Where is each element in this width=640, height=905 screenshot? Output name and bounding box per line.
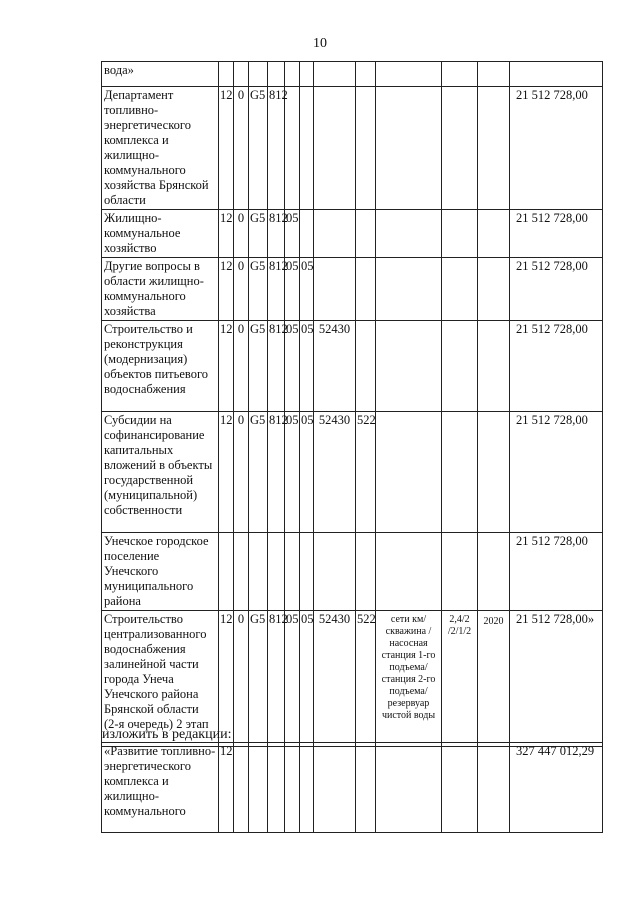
- cell-code-1: 12: [219, 743, 234, 833]
- cell-code-5: 05: [285, 210, 300, 258]
- cell-code-8: [356, 87, 376, 210]
- cell-year: [478, 321, 510, 412]
- cell-capacity: [442, 258, 478, 321]
- cell-code-6: [300, 62, 314, 87]
- cell-code-3: [249, 743, 268, 833]
- cell-code-3: G5: [249, 412, 268, 533]
- cell-name: вода»: [102, 62, 219, 87]
- cell-code-7: [314, 743, 356, 833]
- cell-code-5: 05: [285, 321, 300, 412]
- cell-name: «Развитие топливно-энергетического комплекса и жилищно-коммунального: [102, 743, 219, 833]
- cell-code-4: [268, 62, 285, 87]
- cell-code-8: 522: [356, 611, 376, 747]
- budget-table-revised: [101, 742, 603, 833]
- cell-capacity: [442, 743, 478, 833]
- cell-code-6: [300, 210, 314, 258]
- cell-name: Строительство централизованного водоснабжения залинейной части города Унеча Унечского района Брянской области (2-я очередь) 2 этап: [102, 611, 219, 747]
- cell-code-8: 522: [356, 412, 376, 533]
- table-row: [102, 412, 603, 533]
- cell-code-2: 0: [234, 87, 249, 210]
- cell-code-6: 05: [300, 611, 314, 747]
- cell-code-3: G5: [249, 258, 268, 321]
- cell-code-3: G5: [249, 321, 268, 412]
- cell-code-7: 52430: [314, 611, 356, 747]
- cell-code-8: [356, 533, 376, 611]
- cell-code-2: [234, 743, 249, 833]
- cell-object-desc: [376, 210, 442, 258]
- table-row: [102, 533, 603, 611]
- cell-code-8: [356, 321, 376, 412]
- cell-code-4: [268, 743, 285, 833]
- cell-object-desc: [376, 743, 442, 833]
- table-row: [102, 743, 603, 833]
- cell-code-4: 812: [268, 321, 285, 412]
- cell-amount: 21 512 728,00: [510, 87, 603, 210]
- cell-code-6: 05: [300, 258, 314, 321]
- cell-code-8: [356, 258, 376, 321]
- cell-code-5: 05: [285, 611, 300, 747]
- cell-code-3: G5: [249, 611, 268, 747]
- cell-code-7: [314, 533, 356, 611]
- cell-code-8: [356, 62, 376, 87]
- cell-code-6: [300, 743, 314, 833]
- cell-code-7: [314, 258, 356, 321]
- cell-year: [478, 210, 510, 258]
- cell-amount: 21 512 728,00: [510, 533, 603, 611]
- cell-code-3: G5: [249, 210, 268, 258]
- cell-name: Департамент топливно-энергетического комплекса и жилищно-коммунального хозяйства Брянской области: [102, 87, 219, 210]
- cell-code-7: [314, 210, 356, 258]
- cell-amount: [510, 62, 603, 87]
- cell-code-1: 12: [219, 611, 234, 747]
- cell-code-1: 12: [219, 87, 234, 210]
- cell-code-1: 12: [219, 210, 234, 258]
- cell-code-1: 12: [219, 258, 234, 321]
- cell-name: Другие вопросы в области жилищно-коммунального хозяйства: [102, 258, 219, 321]
- cell-code-1: [219, 533, 234, 611]
- cell-name: Унечское городское поселение Унечского муниципального района: [102, 533, 219, 611]
- cell-code-7: 52430: [314, 412, 356, 533]
- cell-object-desc: [376, 258, 442, 321]
- cell-year: [478, 62, 510, 87]
- cell-year: [478, 533, 510, 611]
- cell-code-2: [234, 62, 249, 87]
- cell-object-desc: [376, 62, 442, 87]
- cell-code-5: 05: [285, 258, 300, 321]
- cell-code-5: 05: [285, 412, 300, 533]
- cell-code-2: 0: [234, 258, 249, 321]
- cell-code-7: [314, 62, 356, 87]
- table-row: [102, 258, 603, 321]
- page-number: 10: [313, 36, 327, 51]
- cell-code-6: 05: [300, 412, 314, 533]
- cell-code-8: [356, 210, 376, 258]
- cell-amount: 21 512 728,00: [510, 321, 603, 412]
- table-row: [102, 87, 603, 210]
- cell-year: [478, 87, 510, 210]
- cell-code-5: [285, 743, 300, 833]
- cell-name: Жилищно-коммунальное хозяйство: [102, 210, 219, 258]
- cell-object-desc: [376, 87, 442, 210]
- cell-code-7: 52430: [314, 321, 356, 412]
- cell-code-2: 0: [234, 611, 249, 747]
- cell-code-4: 812: [268, 87, 285, 210]
- cell-object-desc: [376, 412, 442, 533]
- cell-capacity: 2,4/2 /2/1/2: [442, 611, 478, 747]
- cell-code-5: [285, 87, 300, 210]
- cell-code-3: [249, 62, 268, 87]
- cell-capacity: [442, 87, 478, 210]
- cell-code-4: [268, 533, 285, 611]
- cell-capacity: [442, 321, 478, 412]
- cell-year: 2020: [478, 611, 510, 747]
- cell-name: Строительство и реконструкция (модернизация) объектов питьевого водоснабжения: [102, 321, 219, 412]
- cell-code-6: [300, 533, 314, 611]
- table-row: [102, 62, 603, 87]
- cell-code-1: 12: [219, 412, 234, 533]
- cell-code-1: [219, 62, 234, 87]
- cell-name: Субсидии на софинансирование капитальных вложений в объекты государственной (муниципальной) собственности: [102, 412, 219, 533]
- cell-code-2: 0: [234, 321, 249, 412]
- cell-object-desc: [376, 321, 442, 412]
- cell-code-6: 05: [300, 321, 314, 412]
- table-row: [102, 321, 603, 412]
- cell-capacity: [442, 412, 478, 533]
- cell-code-2: 0: [234, 210, 249, 258]
- cell-code-4: 812: [268, 258, 285, 321]
- cell-amount: 327 447 012,29: [510, 743, 603, 833]
- cell-capacity: [442, 62, 478, 87]
- table-row: [102, 210, 603, 258]
- cell-code-2: 0: [234, 412, 249, 533]
- cell-object-desc: сети км/скважина /насосная станция 1-го подъема/ станция 2-го подъема/ резервуар чистой воды: [376, 611, 442, 747]
- cell-code-8: [356, 743, 376, 833]
- edit-instruction: изложить в редакции:: [102, 727, 232, 742]
- cell-object-desc: [376, 533, 442, 611]
- cell-amount: 21 512 728,00»: [510, 611, 603, 747]
- cell-code-3: G5: [249, 87, 268, 210]
- cell-code-5: [285, 533, 300, 611]
- cell-amount: 21 512 728,00: [510, 210, 603, 258]
- cell-code-2: [234, 533, 249, 611]
- cell-year: [478, 412, 510, 533]
- cell-capacity: [442, 210, 478, 258]
- cell-code-7: [314, 87, 356, 210]
- cell-amount: 21 512 728,00: [510, 258, 603, 321]
- cell-year: [478, 743, 510, 833]
- cell-code-3: [249, 533, 268, 611]
- cell-code-4: 812: [268, 210, 285, 258]
- cell-code-5: [285, 62, 300, 87]
- cell-code-4: 812: [268, 611, 285, 747]
- cell-code-1: 12: [219, 321, 234, 412]
- cell-capacity: [442, 533, 478, 611]
- budget-table: [101, 61, 603, 747]
- cell-amount: 21 512 728,00: [510, 412, 603, 533]
- cell-year: [478, 258, 510, 321]
- cell-code-6: [300, 87, 314, 210]
- cell-code-4: 812: [268, 412, 285, 533]
